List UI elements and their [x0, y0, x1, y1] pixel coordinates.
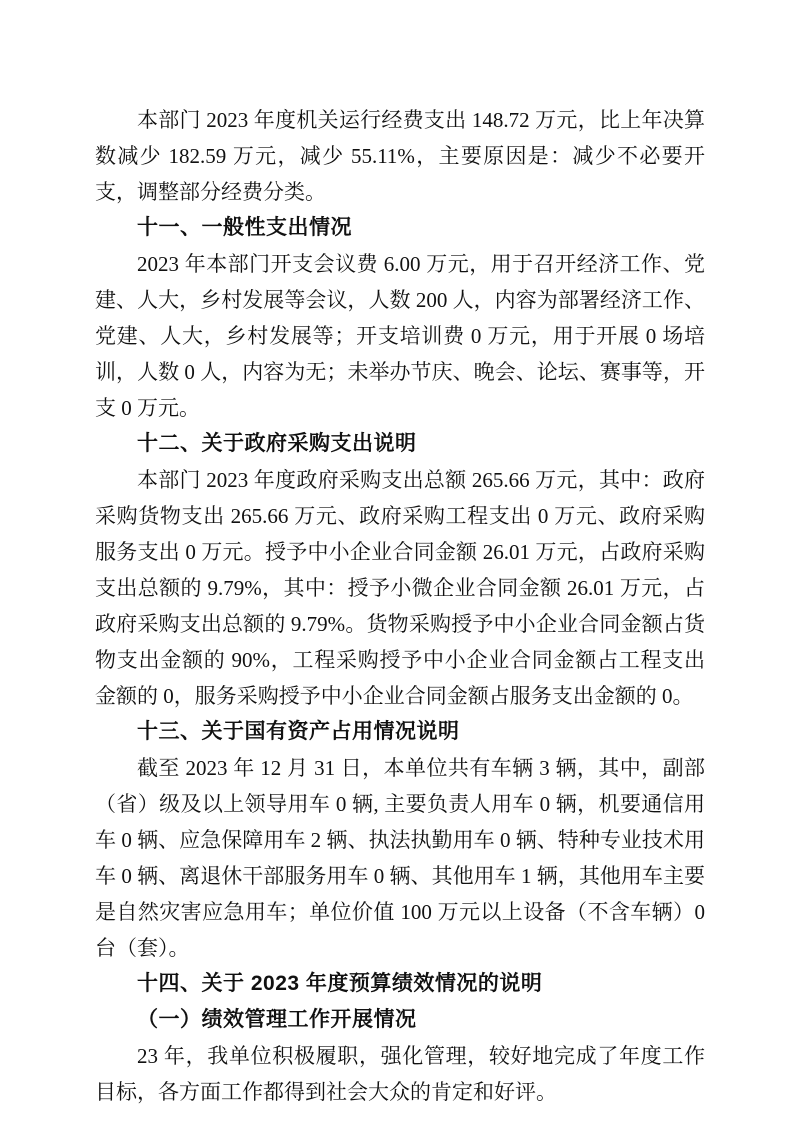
paragraph-meeting-training-expense: 2023 年本部门开支会议费 6.00 万元，用于召开经济工作、党建、人大，乡村发展等会议，人数 200 人，内容为部署经济工作、党建、人大，乡村发展等；开支培训费 0 万元，用于开展 0 场培训，人数 0 人，内容为无；未举办节庆、晚会、论坛、赛事等，开支 0 万元。	[95, 252, 705, 420]
subheading-performance-management-work: （一）绩效管理工作开展情况	[137, 1008, 417, 1031]
paragraph-agency-operating-expense: 本部门 2023 年度机关运行经费支出 148.72 万元，比上年决算数减少 182.59 万元，减少 55.11%，主要原因是：减少不必要开支，调整部分经费分类。	[95, 108, 705, 204]
paragraph-vehicles-and-equipment: 截至 2023 年 12 月 31 日，本单位共有车辆 3 辆，其中，副部（省）级及以上领导用车 0 辆, 主要负责人用车 0 辆，机要通信用车 0 辆、应急保障用车 2 辆、执法执勤用车 0 辆、特种专业技术用车 0 辆、离退休干部服务用车 0 辆、其他用车 1 辆，其他用车主要是自然灾害应急用车；单位价值 100 万元以上设备（不含车辆）0 台（套）。	[95, 756, 705, 960]
heading-section-14-budget-performance: 十四、关于 2023 年度预算绩效情况的说明	[137, 972, 543, 995]
paragraph-procurement-detail: 本部门 2023 年度政府采购支出总额 265.66 万元，其中：政府采购货物支出 265.66 万元、政府采购工程支出 0 万元、政府采购服务支出 0 万元。授予中小企业合同金额 26.01 万元，占政府采购支出总额的 9.79%，其中：授予小微企业合同金额 26.01 万元，占政府采购支出总额的 9.79%。货物采购授予中小企业合同金额占货物支出金额的 90%，工程采购授予中小企业合同金额占工程支出金额的 0，服务采购授予中小企业合同金额占服务支出金额的 0。	[95, 468, 705, 708]
heading-section-13-state-owned-assets: 十三、关于国有资产占用情况说明	[137, 720, 460, 743]
paragraph-performance-summary: 23 年，我单位积极履职，强化管理，较好地完成了年度工作目标，各方面工作都得到社会大众的肯定和好评。	[95, 1044, 705, 1104]
heading-section-12-government-procurement: 十二、关于政府采购支出说明	[137, 432, 417, 455]
heading-section-11-general-expenditure: 十一、一般性支出情况	[137, 216, 352, 239]
